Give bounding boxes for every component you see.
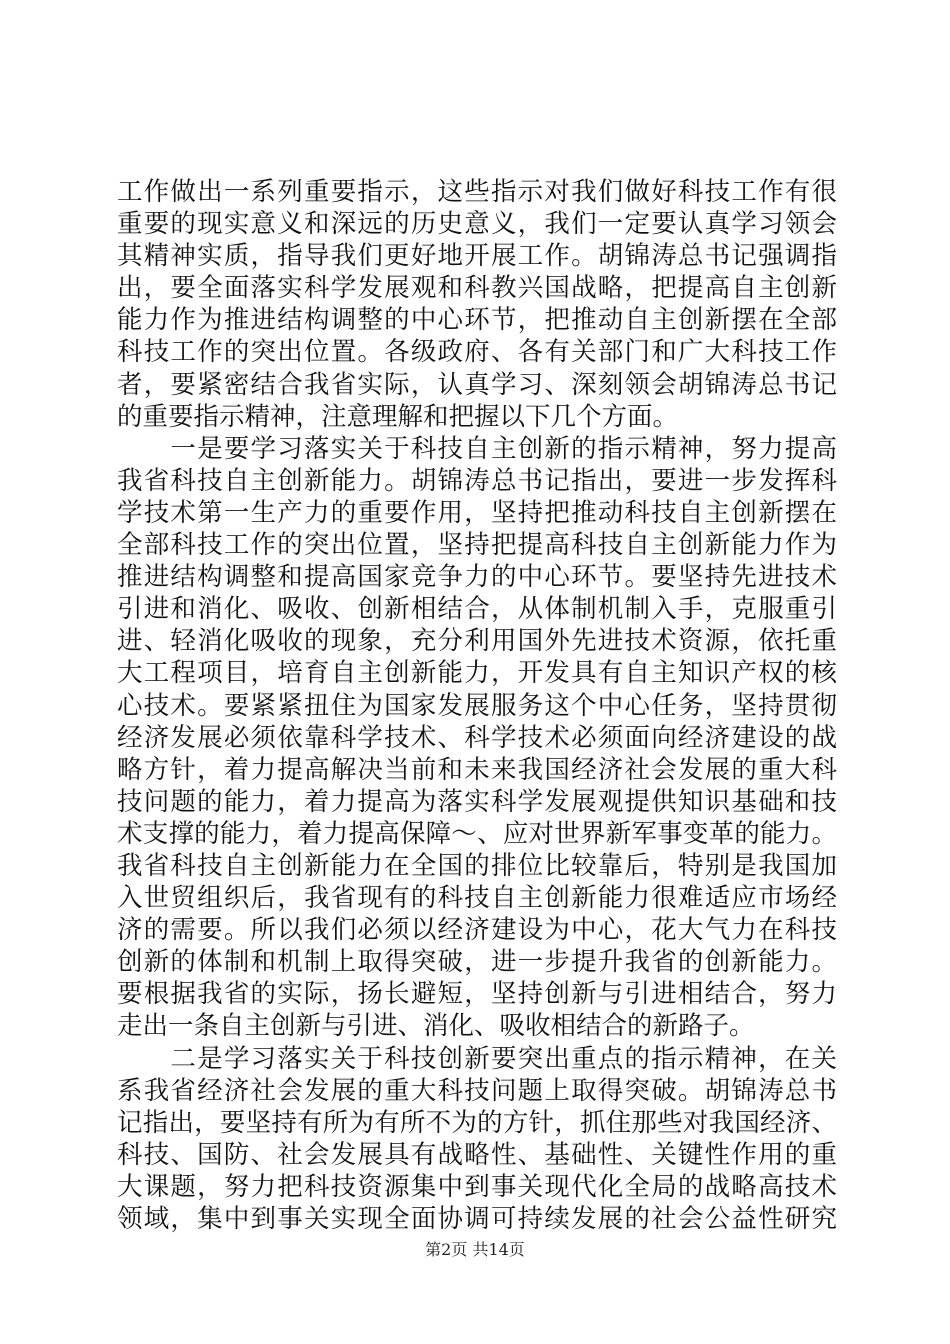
text-line: 学技术第一生产力的重要作用，坚持把推动科技自主创新摆在 <box>117 497 837 528</box>
text-line: 者，要紧密结合我省实际，认真学习、深刻领会胡锦涛总书记 <box>117 369 837 400</box>
text-line: 经济发展必须依靠科学技术、科学技术必须面向经济建设的战 <box>117 722 837 753</box>
text-line: 出，要全面落实科学发展观和科教兴国战略，把提高自主创新 <box>117 273 837 304</box>
text-line: 科技、国防、社会发展具有战略性、基础性、关键性作用的重 <box>117 1139 837 1170</box>
text-line: 引进和消化、吸收、创新相结合，从体制机制入手，克服重引 <box>117 594 837 625</box>
text-line: 其精神实质，指导我们更好地开展工作。胡锦涛总书记强调指 <box>117 241 837 272</box>
text-line: 我省科技自主创新能力。胡锦涛总书记指出，要进一步发挥科 <box>117 465 837 496</box>
text-line: 推进结构调整和提高国家竞争力的中心环节。要坚持先进技术 <box>117 562 837 593</box>
text-line: 工作做出一系列重要指示，这些指示对我们做好科技工作有很 <box>117 177 837 207</box>
text-line: 大课题，努力把科技资源集中到事关现代化全局的战略高技术 <box>117 1171 837 1202</box>
text-line: 二是学习落实关于科技创新要突出重点的指示精神，在关 <box>117 1043 837 1074</box>
text-line: 的重要指示精神，注意理解和把握以下几个方面。 <box>117 401 679 432</box>
document-body <box>117 176 837 1235</box>
text-line: 略方针，着力提高解决当前和未来我国经济社会发展的重大科 <box>117 754 837 785</box>
text-line: 走出一条自主创新与引进、消化、吸收相结合的新路子。 <box>117 1011 755 1042</box>
text-line: 能力作为推进结构调整的中心环节，把推动自主创新摆在全部 <box>117 305 837 336</box>
text-line: 我省科技自主创新能力在全国的排位比较靠后，特别是我国加 <box>117 850 837 881</box>
text-line: 一是要学习落实关于科技自主创新的指示精神，努力提高 <box>117 433 837 464</box>
text-line: 进、轻消化吸收的现象，充分利用国外先进技术资源，依托重 <box>117 626 837 657</box>
text-line: 入世贸组织后，我省现有的科技自主创新能力很难适应市场经 <box>117 883 837 914</box>
text-line: 记指出，要坚持有所为有所不为的方针，抓住那些对我国经济、 <box>117 1107 837 1138</box>
text-line: 技问题的能力，着力提高为落实科学发展观提供知识基础和技 <box>117 786 837 817</box>
text-line: 心技术。要紧紧扭住为国家发展服务这个中心任务，坚持贯彻 <box>117 690 837 721</box>
text-line: 领域，集中到事关实现全面协调可持续发展的社会公益性研究 <box>117 1204 837 1234</box>
text-line: 要根据我省的实际，扬长避短，坚持创新与引进相结合，努力 <box>117 979 837 1010</box>
text-line: 大工程项目，培育自主创新能力，开发具有自主知识产权的核 <box>117 658 837 689</box>
text-line: 创新的体制和机制上取得突破，进一步提升我省的创新能力。 <box>117 947 837 978</box>
text-line: 济的需要。所以我们必须以经济建设为中心，花大气力在科技 <box>117 915 837 946</box>
text-line: 科技工作的突出位置。各级政府、各有关部门和广大科技工作 <box>117 337 837 368</box>
text-line: 全部科技工作的突出位置，坚持把提高科技自主创新能力作为 <box>117 530 837 561</box>
text-line: 术支撑的能力，着力提高保障～、应对世界新军事变革的能力。 <box>117 818 837 849</box>
text-line: 系我省经济社会发展的重大科技问题上取得突破。胡锦涛总书 <box>117 1075 837 1106</box>
text-line: 重要的现实意义和深远的历史意义，我们一定要认真学习领会 <box>117 209 837 240</box>
page-number-footer: 第2页 共14页 <box>425 1240 525 1259</box>
